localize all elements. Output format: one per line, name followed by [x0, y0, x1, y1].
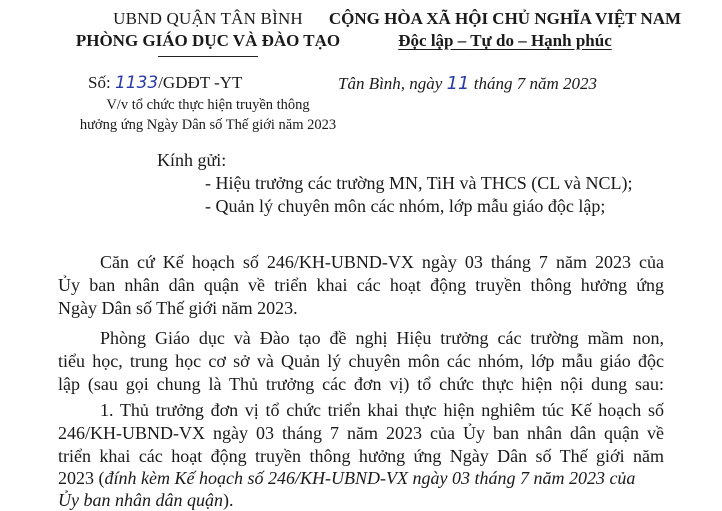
issuing-department: PHÒNG GIÁO DỤC VÀ ĐÀO TẠO	[75, 31, 341, 50]
handwritten-number: 1133	[114, 73, 159, 93]
item-1-closing: ).	[223, 490, 234, 510]
item-1-year: 2023 (	[58, 468, 105, 488]
item-1-line-4	[58, 468, 664, 489]
national-motto	[300, 31, 710, 51]
place-date-prefix: Tân Bình, ngày	[338, 74, 447, 93]
motto-separator: –	[453, 31, 471, 50]
item-1-line-1: 1. Thủ trưởng đơn vị tổ chức triển khai thực hiện nghiêm túc Kế hoạch số	[100, 400, 664, 420]
item-1-line-5	[58, 490, 664, 511]
recipient-1: - Hiệu trưởng các trường MN, TiH và THCS (CL và NCL);	[205, 173, 633, 193]
paragraph-2-line-1: Phòng Giáo dục và Đào tạo đề nghị Hiệu trưởng các trường mầm non,	[100, 328, 664, 348]
motto-happiness: Hạnh phúc	[530, 31, 612, 50]
place-date	[338, 73, 597, 94]
paragraph-1-line-3: Ngày Dân số Thế giới năm 2023.	[58, 298, 298, 318]
department-underline	[158, 56, 258, 57]
motto-separator: –	[513, 31, 531, 50]
document-number-prefix: Số:	[88, 73, 115, 92]
salutation-label: Kính gửi:	[157, 150, 227, 170]
paragraph-1-line-2: Ủy ban nhân dân quận về triển khai các hoạt động truyền thông hưởng ứng	[58, 275, 664, 295]
motto-freedom: Tự do	[470, 31, 514, 50]
item-1-line-2: 246/KH-UBND-VX ngày 03 tháng 7 năm 2023 của Ủy ban nhân dân quận về	[58, 423, 664, 443]
place-date-month-year: tháng 7 năm 2023	[469, 74, 598, 93]
issuing-agency: UBND QUẬN TÂN BÌNH	[113, 9, 303, 28]
motto-independence: Độc lập	[398, 31, 454, 50]
item-1-attachment-issuer: Ủy ban nhân dân quận	[58, 490, 223, 510]
paragraph-2-line-2: tiểu học, trung học cơ sở và Quản lý chuyên môn các nhóm, lớp mẫu giáo độc	[58, 351, 664, 371]
item-1-attachment-note: đính kèm Kế hoạch số 246/KH-UBND-VX ngày 03 tháng 7 năm 2023 của	[104, 468, 636, 488]
national-title: CỘNG HÒA XÃ HỘI CHỦ NGHĨA VIỆT NAM	[328, 9, 682, 28]
document-number	[88, 73, 242, 93]
subject-line-1: V/v tổ chức thực hiện truyền thông	[106, 97, 310, 113]
document-number-suffix: /GDĐT -YT	[158, 73, 243, 92]
handwritten-day: 11	[446, 73, 470, 94]
subject-line-2: hưởng ứng Ngày Dân số Thế giới năm 2023	[79, 117, 337, 133]
paragraph-1-line-1: Căn cứ Kế hoạch số 246/KH-UBND-VX ngày 03 tháng 7 năm 2023 của	[100, 252, 664, 272]
item-1-line-3: triển khai các hoạt động truyền thông hưởng ứng Ngày Dân số Thế giới năm	[58, 446, 664, 466]
recipient-2: - Quản lý chuyên môn các nhóm, lớp mẫu giáo độc lập;	[205, 196, 606, 216]
paragraph-2-line-3: lập (sau gọi chung là Thủ trưởng các đơn vị) tổ chức thực hiện nội dung sau:	[58, 374, 664, 394]
